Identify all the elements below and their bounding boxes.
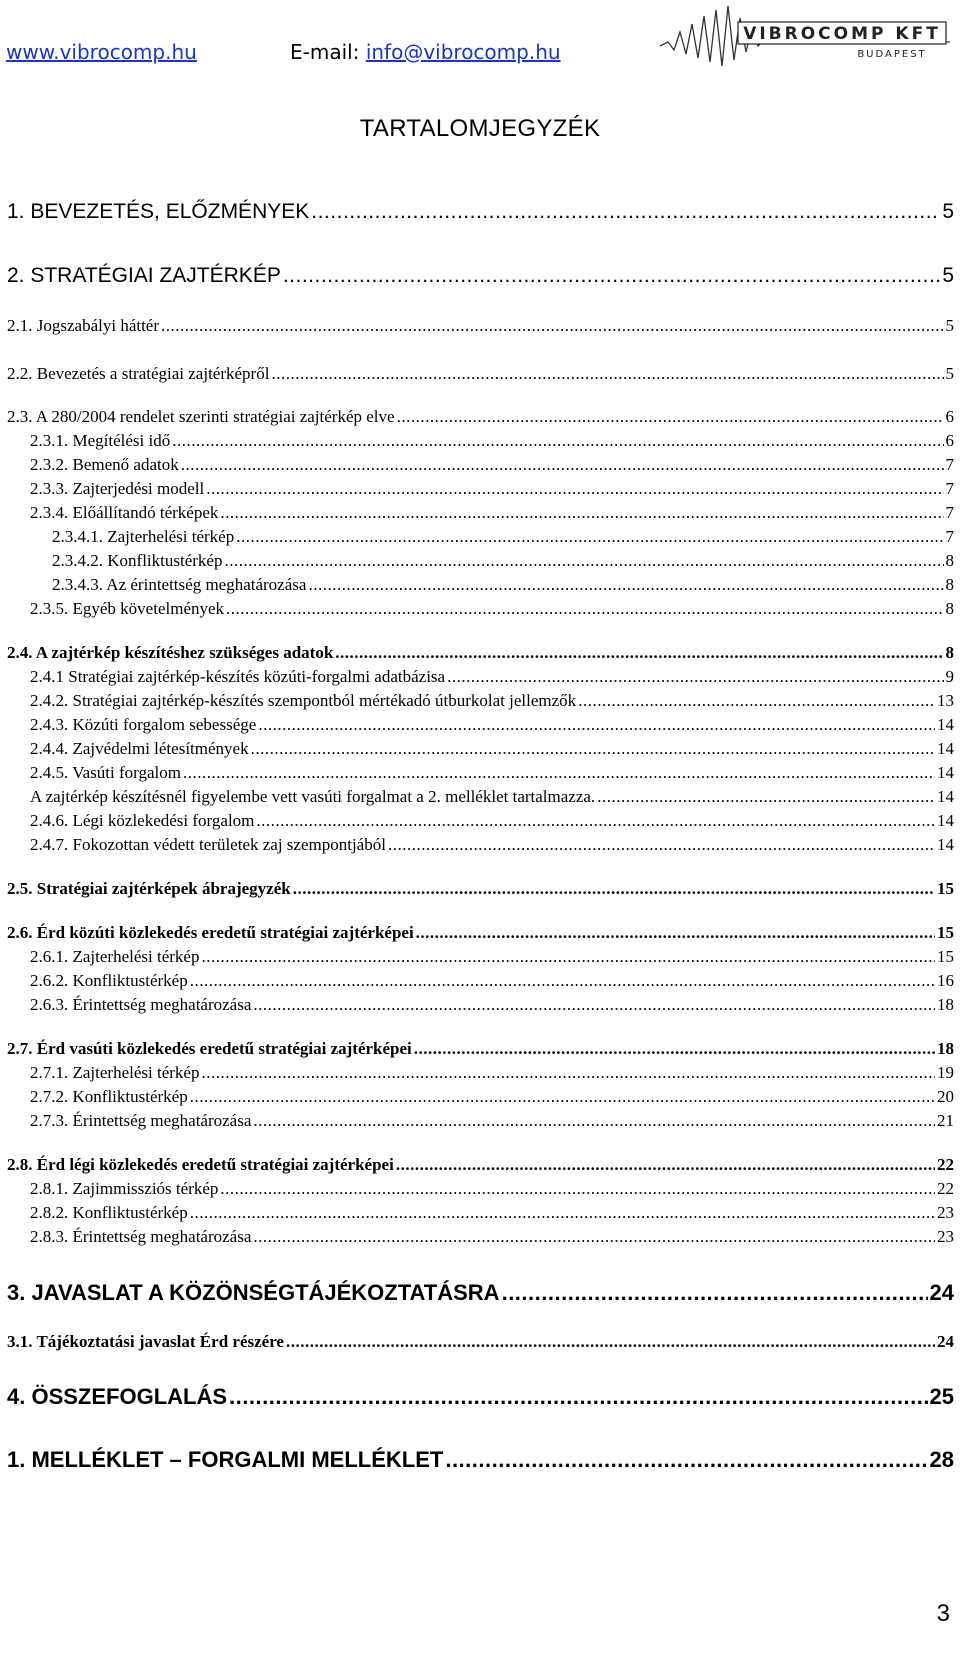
toc-entry-label: 2.3.3. Zajterjedési modell <box>30 479 205 498</box>
toc-entry-page: 28 <box>929 1447 954 1472</box>
page-number: 3 <box>936 1600 950 1627</box>
toc-entry-label: 2.3.1. Megítélési idő <box>30 431 171 450</box>
toc-entry-page: 20 <box>937 1087 954 1106</box>
toc-entry-label: 2.1. Jogszabályi háttér <box>7 316 160 335</box>
toc-entry-label: 2.4. A zajtérkép készítéshez szükséges adatok <box>7 643 334 662</box>
toc-leader-dots <box>226 599 943 619</box>
toc-entry-label: 4. ÖSSZEFOGLALÁS <box>7 1384 228 1409</box>
toc-leader-dots <box>206 479 943 499</box>
toc-entry-label: 2.3.4. Előállítandó térképek <box>30 503 219 522</box>
toc-entry-label: 2.7. Érd vasúti közlekedés eredetű stratégiai zajtérképei <box>7 1039 412 1058</box>
toc-entry-label: 3.1. Tájékoztatási javaslat Érd részére <box>7 1332 284 1351</box>
toc-entry-label: 2.4.1 Stratégiai zajtérkép-készítés közúti-forgalmi adatbázisa <box>30 667 446 686</box>
toc-entry[interactable] <box>30 479 954 499</box>
toc-entry[interactable] <box>30 599 954 619</box>
toc-entry-page: 14 <box>937 763 954 782</box>
toc-leader-dots <box>220 503 943 523</box>
page-title: TARTALOMJEGYZÉK <box>359 115 601 142</box>
toc-entry-page: 5 <box>945 316 954 335</box>
toc-entry-page: 18 <box>937 995 954 1014</box>
toc-leader-dots <box>416 923 935 943</box>
toc-entry-page: 8 <box>945 575 954 594</box>
toc-leader-dots <box>335 643 943 663</box>
toc-entry[interactable] <box>30 667 954 687</box>
toc-entry-page: 22 <box>937 1155 954 1174</box>
toc-entry[interactable] <box>7 200 954 224</box>
toc-entry-page: 14 <box>937 715 954 734</box>
toc-entry-page: 8 <box>945 643 954 662</box>
website-link[interactable]: www.vibrocomp.hu <box>6 40 197 64</box>
toc-entry-page: 24 <box>937 1332 954 1351</box>
toc-entry[interactable] <box>30 1063 954 1083</box>
toc-entry-label: 2.7.1. Zajterhelési térkép <box>30 1063 200 1082</box>
toc-entry[interactable] <box>30 739 954 759</box>
toc-entry[interactable] <box>7 264 954 288</box>
toc-leader-dots <box>256 811 935 831</box>
toc-entry-label: 2.7.2. Konfliktustérkép <box>30 1087 188 1106</box>
toc-entry[interactable] <box>7 1332 954 1352</box>
toc-entry[interactable] <box>30 1111 954 1131</box>
toc-entry-label: 2.3.5. Egyéb követelmények <box>30 599 225 618</box>
toc-leader-dots <box>201 947 935 967</box>
toc-leader-dots <box>253 1111 935 1131</box>
page-header <box>0 0 960 80</box>
toc-entry[interactable] <box>30 1179 954 1199</box>
toc-entry-page: 7 <box>945 479 954 498</box>
toc-entry[interactable] <box>7 1039 954 1059</box>
toc-entry-page: 22 <box>937 1179 954 1198</box>
toc-leader-dots <box>447 667 943 687</box>
toc-entry-label: 2.3.4.3. Az érintettség meghatározása <box>52 575 307 594</box>
toc-leader-dots <box>286 1332 935 1352</box>
toc-leader-dots <box>283 264 940 288</box>
toc-leader-dots <box>251 739 935 759</box>
toc-entry[interactable] <box>30 1087 954 1107</box>
toc-leader-dots <box>236 527 943 547</box>
toc-entry-label: 2.4.3. Közúti forgalom sebessége <box>30 715 257 734</box>
toc-entry-label: 2.7.3. Érintettség meghatározása <box>30 1111 252 1130</box>
toc-leader-dots <box>181 455 944 475</box>
toc-entry-page: 24 <box>929 1280 954 1305</box>
vibrocomp-logo <box>660 2 950 74</box>
toc-entry[interactable] <box>7 1280 954 1306</box>
toc-entry[interactable] <box>30 763 954 783</box>
toc-entry-page: 18 <box>937 1039 954 1058</box>
toc-leader-dots <box>190 971 935 991</box>
toc-leader-dots <box>190 1087 935 1107</box>
toc-leader-dots <box>220 1179 935 1199</box>
toc-entry-label: 2.8.1. Zajimmissziós térkép <box>30 1179 219 1198</box>
toc-entry-label: A zajtérkép készítésnél figyelembe vett vasúti forgalmat a 2. melléklet tartalmazza. <box>30 787 596 806</box>
toc-leader-dots <box>258 715 935 735</box>
toc-entry-page: 19 <box>937 1063 954 1082</box>
email-line <box>290 40 561 64</box>
toc-entry-page: 7 <box>945 527 954 546</box>
toc-entry-page: 14 <box>937 811 954 830</box>
toc-leader-dots <box>502 1280 928 1306</box>
toc-entry[interactable] <box>30 811 954 831</box>
toc-leader-dots <box>224 551 943 571</box>
toc-entry-label: 2.8.3. Érintettség meghatározása <box>30 1227 252 1246</box>
toc-entry-page: 5 <box>942 200 954 223</box>
toc-entry[interactable] <box>30 995 954 1015</box>
toc-entry-label: 2.3. A 280/2004 rendelet szerinti stratégiai zajtérkép elve <box>7 407 395 426</box>
toc-entry-label: 2.6.1. Zajterhelési térkép <box>30 947 200 966</box>
toc-entry[interactable] <box>30 431 954 451</box>
toc-entry-page: 6 <box>945 431 954 450</box>
toc-entry-label: 2.3.4.2. Konfliktustérkép <box>52 551 223 570</box>
toc-entry-page: 5 <box>942 264 954 287</box>
toc-leader-dots <box>253 1227 935 1247</box>
toc-entry-page: 15 <box>937 879 954 898</box>
toc-entry[interactable] <box>30 971 954 991</box>
toc-leader-dots <box>161 316 943 336</box>
toc-entry-page: 14 <box>937 835 954 854</box>
toc-entry[interactable] <box>30 503 954 523</box>
toc-entry[interactable] <box>30 835 954 855</box>
toc-entry-page: 6 <box>945 407 954 426</box>
toc-entry-label: 2.3.2. Bemenő adatok <box>30 455 179 474</box>
toc-entry-page: 8 <box>945 599 954 618</box>
toc-entry-label: 2.8.2. Konfliktustérkép <box>30 1203 188 1222</box>
toc-leader-dots <box>597 787 935 807</box>
toc-entry-page: 5 <box>945 364 954 383</box>
toc-leader-dots <box>172 431 943 451</box>
toc-leader-dots <box>253 995 935 1015</box>
toc-entry-page: 7 <box>945 455 954 474</box>
toc-entry-page: 13 <box>937 691 954 710</box>
toc-leader-dots <box>229 1384 927 1410</box>
toc-entry-label: 2.4.4. Zajvédelmi létesítmények <box>30 739 249 758</box>
toc-leader-dots <box>414 1039 935 1059</box>
toc-entry[interactable] <box>7 879 954 899</box>
email-link[interactable]: info@vibrocomp.hu <box>365 40 561 64</box>
toc-entry-label: 2.6. Érd közúti közlekedés eredetű stratégiai zajtérképei <box>7 923 414 942</box>
toc-leader-dots <box>578 691 935 711</box>
toc-entry-label: 2.5. Stratégiai zajtérképek ábrajegyzék <box>7 879 291 898</box>
toc-entry[interactable] <box>52 575 954 595</box>
toc-entry[interactable] <box>30 947 954 967</box>
toc-entry[interactable] <box>52 527 954 547</box>
toc-entry-page: 15 <box>937 923 954 942</box>
toc-entry[interactable] <box>30 1227 954 1247</box>
toc-leader-dots <box>308 575 943 595</box>
email-label: E-mail: <box>290 40 366 64</box>
toc-entry[interactable] <box>30 691 954 711</box>
toc-entry[interactable] <box>7 923 954 943</box>
toc-leader-dots <box>445 1447 927 1473</box>
toc-leader-dots <box>388 835 935 855</box>
toc-entry[interactable] <box>7 364 954 384</box>
toc-entry[interactable] <box>30 455 954 475</box>
toc-leader-dots <box>293 879 935 899</box>
logo-text: VIBROCOMP KFT <box>743 24 941 44</box>
toc-entry-page: 14 <box>937 787 954 806</box>
toc-entry-label: 2.4.7. Fokozottan védett területek zaj szempontjából <box>30 835 386 854</box>
toc-entry[interactable] <box>7 1447 954 1473</box>
toc-leader-dots <box>183 763 935 783</box>
toc-entry-label: 3. JAVASLAT A KÖZÖNSÉGTÁJÉKOZTATÁSRA <box>7 1280 500 1305</box>
toc-leader-dots <box>271 364 943 384</box>
toc-entry-label: 2.6.3. Érintettség meghatározása <box>30 995 252 1014</box>
toc-entry-page: 14 <box>937 739 954 758</box>
toc-entry[interactable] <box>7 643 954 663</box>
toc-leader-dots <box>397 407 944 427</box>
logo-subtext: BUDAPEST <box>857 49 927 60</box>
toc-entry-label: 2. STRATÉGIAI ZAJTÉRKÉP <box>7 264 281 287</box>
toc-entry-label: 2.3.4.1. Zajterhelési térkép <box>52 527 235 546</box>
toc-entry[interactable] <box>30 1203 954 1223</box>
toc-entry-label: 2.4.5. Vasúti forgalom <box>30 763 181 782</box>
toc-entry-page: 9 <box>945 667 954 686</box>
toc-entry[interactable] <box>30 715 954 735</box>
toc-entry-label: 2.6.2. Konfliktustérkép <box>30 971 188 990</box>
toc-entry-page: 23 <box>937 1203 954 1222</box>
toc-entry[interactable] <box>7 316 954 336</box>
toc-entry[interactable] <box>30 787 954 807</box>
toc-entry-page: 15 <box>937 947 954 966</box>
toc-entry-label: 1. BEVEZETÉS, ELŐZMÉNYEK <box>7 200 310 223</box>
toc-entry-page: 23 <box>937 1227 954 1246</box>
toc-leader-dots <box>201 1063 935 1083</box>
toc-entry-label: 2.8. Érd légi közlekedés eredetű stratégiai zajtérképei <box>7 1155 394 1174</box>
toc-entry-label: 1. MELLÉKLET – FORGALMI MELLÉKLET <box>7 1447 444 1472</box>
toc-entry-page: 16 <box>937 971 954 990</box>
toc-entry[interactable] <box>7 1155 954 1175</box>
toc-entry[interactable] <box>7 1384 954 1410</box>
toc-entry-page: 25 <box>929 1384 954 1409</box>
toc-entry[interactable] <box>7 407 954 427</box>
toc-entry-label: 2.2. Bevezetés a stratégiai zajtérképről <box>7 364 270 383</box>
toc-entry[interactable] <box>52 551 954 571</box>
toc-entry-page: 8 <box>945 551 954 570</box>
toc-leader-dots <box>311 200 940 224</box>
toc-entry-label: 2.4.2. Stratégiai zajtérkép-készítés szempontból mértékadó útburkolat jellemzők <box>30 691 577 710</box>
toc-entry-page: 7 <box>945 503 954 522</box>
toc-entry-page: 21 <box>937 1111 954 1130</box>
toc-leader-dots <box>396 1155 935 1175</box>
toc-leader-dots <box>190 1203 935 1223</box>
toc-entry-label: 2.4.6. Légi közlekedési forgalom <box>30 811 255 830</box>
